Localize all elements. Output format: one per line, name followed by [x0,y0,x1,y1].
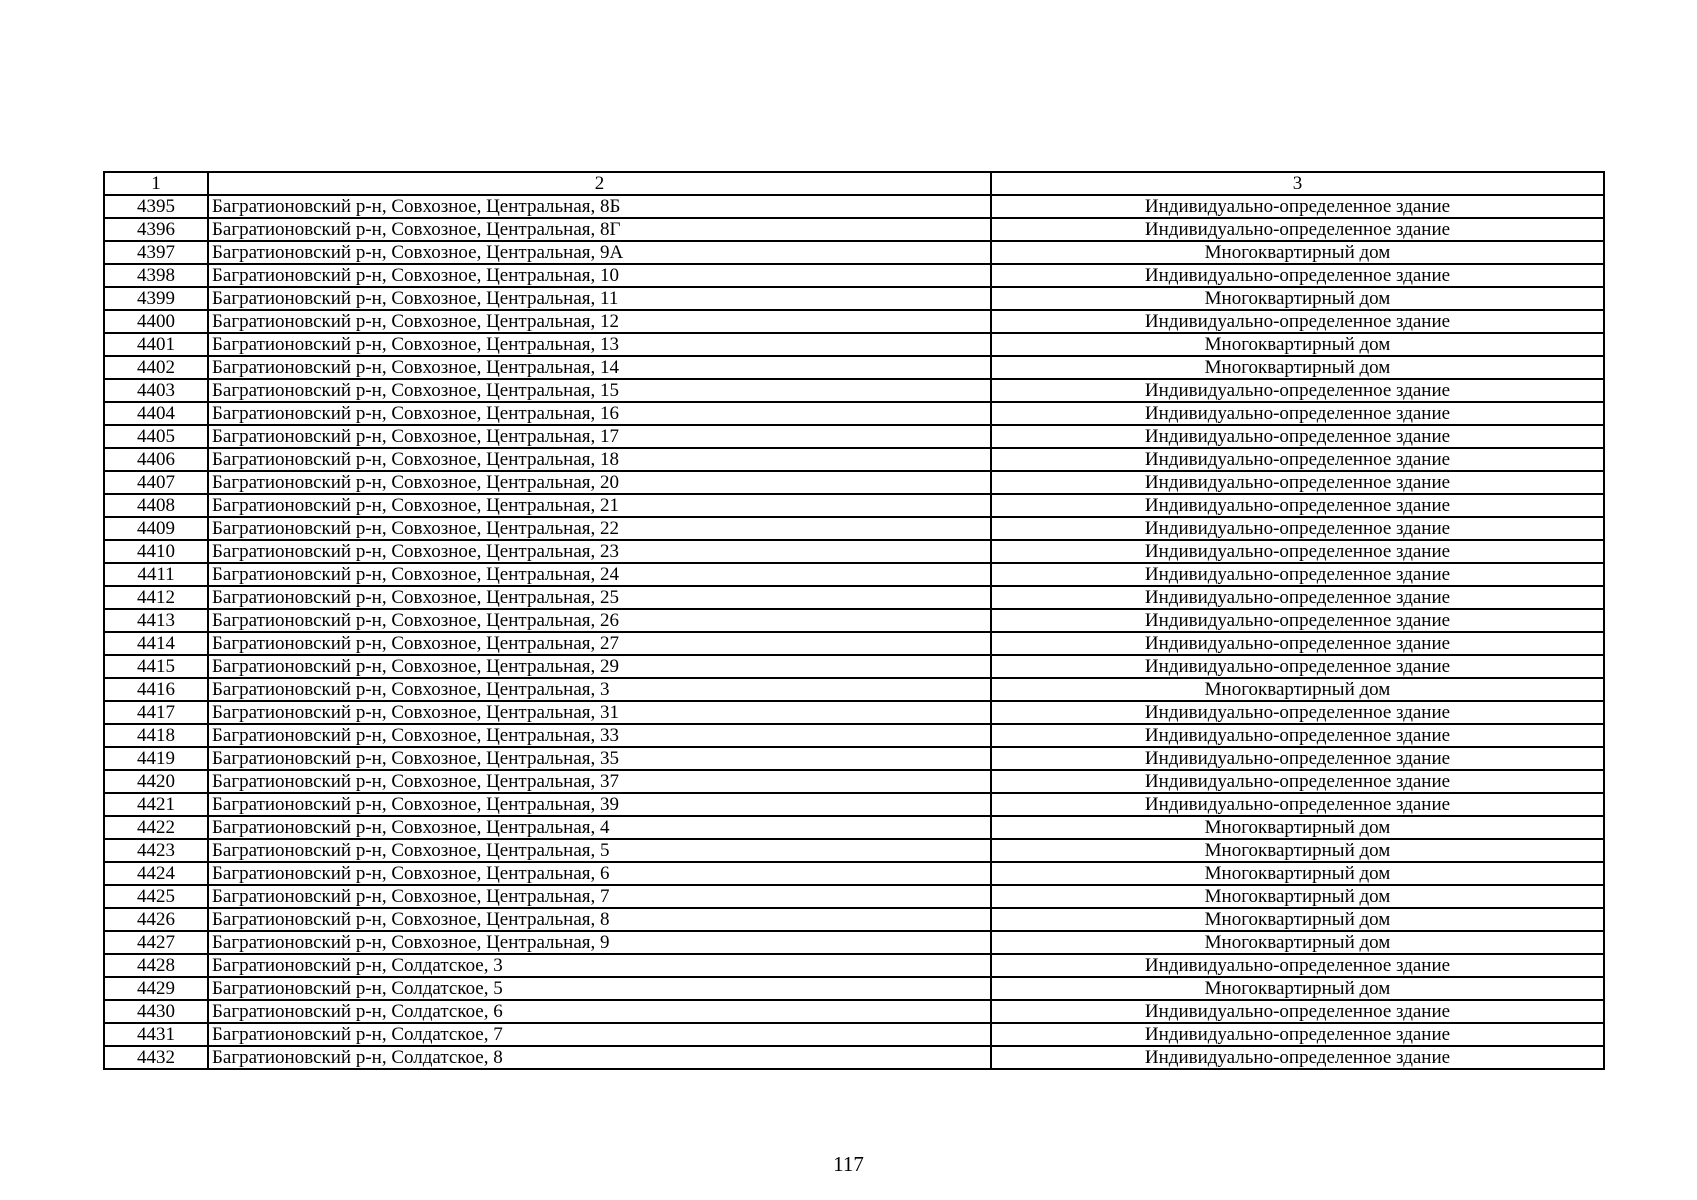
address-cell: Багратионовский р-н, Совхозное, Центральная, 20 [208,471,991,494]
table-row [104,356,1604,379]
row-number-cell: 4410 [104,540,208,563]
table-row [104,540,1604,563]
row-number-cell: 4423 [104,839,208,862]
address-cell: Багратионовский р-н, Совхозное, Центральная, 8Б [208,195,991,218]
building-type-cell: Многоквартирный дом [991,356,1604,379]
table-row [104,1023,1604,1046]
row-number-cell: 4408 [104,494,208,517]
building-type-cell: Многоквартирный дом [991,862,1604,885]
row-number-cell: 4400 [104,310,208,333]
address-cell: Багратионовский р-н, Совхозное, Центральная, 7 [208,885,991,908]
address-cell: Багратионовский р-н, Совхозное, Центральная, 35 [208,747,991,770]
table-row [104,701,1604,724]
address-cell: Багратионовский р-н, Совхозное, Центральная, 12 [208,310,991,333]
table-row [104,448,1604,471]
table-row [104,977,1604,1000]
building-type-cell: Индивидуально-определенное здание [991,195,1604,218]
table-row [104,586,1604,609]
address-cell: Багратионовский р-н, Солдатское, 5 [208,977,991,1000]
table-row [104,310,1604,333]
column-header-1: 1 [104,172,208,195]
building-type-cell: Индивидуально-определенное здание [991,310,1604,333]
building-type-cell: Индивидуально-определенное здание [991,402,1604,425]
row-number-cell: 4407 [104,471,208,494]
address-cell: Багратионовский р-н, Совхозное, Центральная, 37 [208,770,991,793]
row-number-cell: 4417 [104,701,208,724]
row-number-cell: 4396 [104,218,208,241]
address-cell: Багратионовский р-н, Совхозное, Центральная, 10 [208,264,991,287]
page-number: 117 [833,1152,864,1176]
building-type-cell: Индивидуально-определенное здание [991,701,1604,724]
row-number-cell: 4419 [104,747,208,770]
row-number-cell: 4401 [104,333,208,356]
address-cell: Багратионовский р-н, Совхозное, Центральная, 22 [208,517,991,540]
table-row [104,839,1604,862]
row-number-cell: 4431 [104,1023,208,1046]
address-cell: Багратионовский р-н, Солдатское, 3 [208,954,991,977]
row-number-cell: 4399 [104,287,208,310]
building-type-cell: Индивидуально-определенное здание [991,1046,1604,1069]
building-type-cell: Индивидуально-определенное здание [991,609,1604,632]
address-cell: Багратионовский р-н, Совхозное, Центральная, 11 [208,287,991,310]
row-number-cell: 4404 [104,402,208,425]
table-row [104,954,1604,977]
table-row [104,632,1604,655]
building-type-cell: Многоквартирный дом [991,287,1604,310]
row-number-cell: 4409 [104,517,208,540]
building-type-cell: Многоквартирный дом [991,977,1604,1000]
table-row [104,724,1604,747]
address-cell: Багратионовский р-н, Совхозное, Центральная, 14 [208,356,991,379]
column-header-2: 2 [208,172,991,195]
row-number-cell: 4403 [104,379,208,402]
table-row [104,793,1604,816]
building-type-cell: Индивидуально-определенное здание [991,448,1604,471]
row-number-cell: 4412 [104,586,208,609]
row-number-cell: 4395 [104,195,208,218]
building-type-cell: Индивидуально-определенное здание [991,218,1604,241]
building-type-cell: Индивидуально-определенное здание [991,494,1604,517]
address-cell: Багратионовский р-н, Совхозное, Центральная, 21 [208,494,991,517]
row-number-cell: 4424 [104,862,208,885]
address-cell: Багратионовский р-н, Совхозное, Центральная, 16 [208,402,991,425]
building-type-cell: Индивидуально-определенное здание [991,540,1604,563]
row-number-cell: 4398 [104,264,208,287]
table-row [104,494,1604,517]
table-row [104,287,1604,310]
building-type-cell: Индивидуально-определенное здание [991,425,1604,448]
table-row [104,563,1604,586]
table-row [104,747,1604,770]
building-type-cell: Многоквартирный дом [991,241,1604,264]
table-row [104,931,1604,954]
row-number-cell: 4426 [104,908,208,931]
building-type-cell: Индивидуально-определенное здание [991,379,1604,402]
table-row [104,425,1604,448]
address-cell: Багратионовский р-н, Солдатское, 7 [208,1023,991,1046]
address-cell: Багратионовский р-н, Совхозное, Центральная, 4 [208,816,991,839]
table-row [104,655,1604,678]
building-type-cell: Многоквартирный дом [991,816,1604,839]
row-number-cell: 4418 [104,724,208,747]
building-type-cell: Индивидуально-определенное здание [991,1023,1604,1046]
building-type-cell: Индивидуально-определенное здание [991,724,1604,747]
building-type-cell: Индивидуально-определенное здание [991,517,1604,540]
table-row [104,908,1604,931]
table-row [104,678,1604,701]
row-number-cell: 4411 [104,563,208,586]
building-type-cell: Индивидуально-определенное здание [991,747,1604,770]
row-number-cell: 4402 [104,356,208,379]
address-cell: Багратионовский р-н, Солдатское, 6 [208,1000,991,1023]
address-cell: Багратионовский р-н, Совхозное, Центральная, 8Г [208,218,991,241]
table-row [104,402,1604,425]
row-number-cell: 4415 [104,655,208,678]
building-type-cell: Индивидуально-определенное здание [991,264,1604,287]
table-row [104,609,1604,632]
table-row [104,816,1604,839]
row-number-cell: 4414 [104,632,208,655]
building-type-cell: Многоквартирный дом [991,678,1604,701]
address-cell: Багратионовский р-н, Совхозное, Центральная, 5 [208,839,991,862]
table-row [104,218,1604,241]
address-cell: Багратионовский р-н, Совхозное, Центральная, 31 [208,701,991,724]
address-cell: Багратионовский р-н, Совхозное, Центральная, 3 [208,678,991,701]
table-row [104,379,1604,402]
address-cell: Багратионовский р-н, Совхозное, Центральная, 39 [208,793,991,816]
table-row [104,333,1604,356]
row-number-cell: 4421 [104,793,208,816]
address-cell: Багратионовский р-н, Совхозное, Центральная, 13 [208,333,991,356]
address-cell: Багратионовский р-н, Совхозное, Центральная, 29 [208,655,991,678]
building-type-cell: Многоквартирный дом [991,908,1604,931]
property-table [103,171,1605,1070]
address-cell: Багратионовский р-н, Солдатское, 8 [208,1046,991,1069]
table-row [104,195,1604,218]
row-number-cell: 4427 [104,931,208,954]
building-type-cell: Индивидуально-определенное здание [991,471,1604,494]
table-row [104,1000,1604,1023]
row-number-cell: 4429 [104,977,208,1000]
table-body [104,195,1604,1069]
row-number-cell: 4406 [104,448,208,471]
address-cell: Багратионовский р-н, Совхозное, Центральная, 23 [208,540,991,563]
address-cell: Багратионовский р-н, Совхозное, Центральная, 27 [208,632,991,655]
row-number-cell: 4405 [104,425,208,448]
table-header-row [104,172,1604,195]
row-number-cell: 4422 [104,816,208,839]
row-number-cell: 4397 [104,241,208,264]
address-cell: Багратионовский р-н, Совхозное, Центральная, 18 [208,448,991,471]
building-type-cell: Многоквартирный дом [991,839,1604,862]
row-number-cell: 4430 [104,1000,208,1023]
row-number-cell: 4425 [104,885,208,908]
table-row [104,241,1604,264]
address-cell: Багратионовский р-н, Совхозное, Центральная, 17 [208,425,991,448]
table-row [104,264,1604,287]
row-number-cell: 4432 [104,1046,208,1069]
address-cell: Багратионовский р-н, Совхозное, Центральная, 6 [208,862,991,885]
document-page [103,171,1603,1070]
row-number-cell: 4416 [104,678,208,701]
building-type-cell: Индивидуально-определенное здание [991,563,1604,586]
row-number-cell: 4428 [104,954,208,977]
table-row [104,885,1604,908]
table-row [104,770,1604,793]
building-type-cell: Индивидуально-определенное здание [991,586,1604,609]
address-cell: Багратионовский р-н, Совхозное, Центральная, 15 [208,379,991,402]
address-cell: Багратионовский р-н, Совхозное, Центральная, 33 [208,724,991,747]
table-row [104,517,1604,540]
building-type-cell: Индивидуально-определенное здание [991,954,1604,977]
address-cell: Багратионовский р-н, Совхозное, Центральная, 8 [208,908,991,931]
row-number-cell: 4413 [104,609,208,632]
row-number-cell: 4420 [104,770,208,793]
building-type-cell: Многоквартирный дом [991,885,1604,908]
address-cell: Багратионовский р-н, Совхозное, Центральная, 26 [208,609,991,632]
address-cell: Багратионовский р-н, Совхозное, Центральная, 24 [208,563,991,586]
building-type-cell: Индивидуально-определенное здание [991,632,1604,655]
building-type-cell: Многоквартирный дом [991,931,1604,954]
building-type-cell: Индивидуально-определенное здание [991,1000,1604,1023]
table-row [104,1046,1604,1069]
address-cell: Багратионовский р-н, Совхозное, Центральная, 9А [208,241,991,264]
building-type-cell: Индивидуально-определенное здание [991,793,1604,816]
table-row [104,862,1604,885]
building-type-cell: Многоквартирный дом [991,333,1604,356]
column-header-3: 3 [991,172,1604,195]
address-cell: Багратионовский р-н, Совхозное, Центральная, 9 [208,931,991,954]
table-row [104,471,1604,494]
address-cell: Багратионовский р-н, Совхозное, Центральная, 25 [208,586,991,609]
building-type-cell: Индивидуально-определенное здание [991,770,1604,793]
building-type-cell: Индивидуально-определенное здание [991,655,1604,678]
